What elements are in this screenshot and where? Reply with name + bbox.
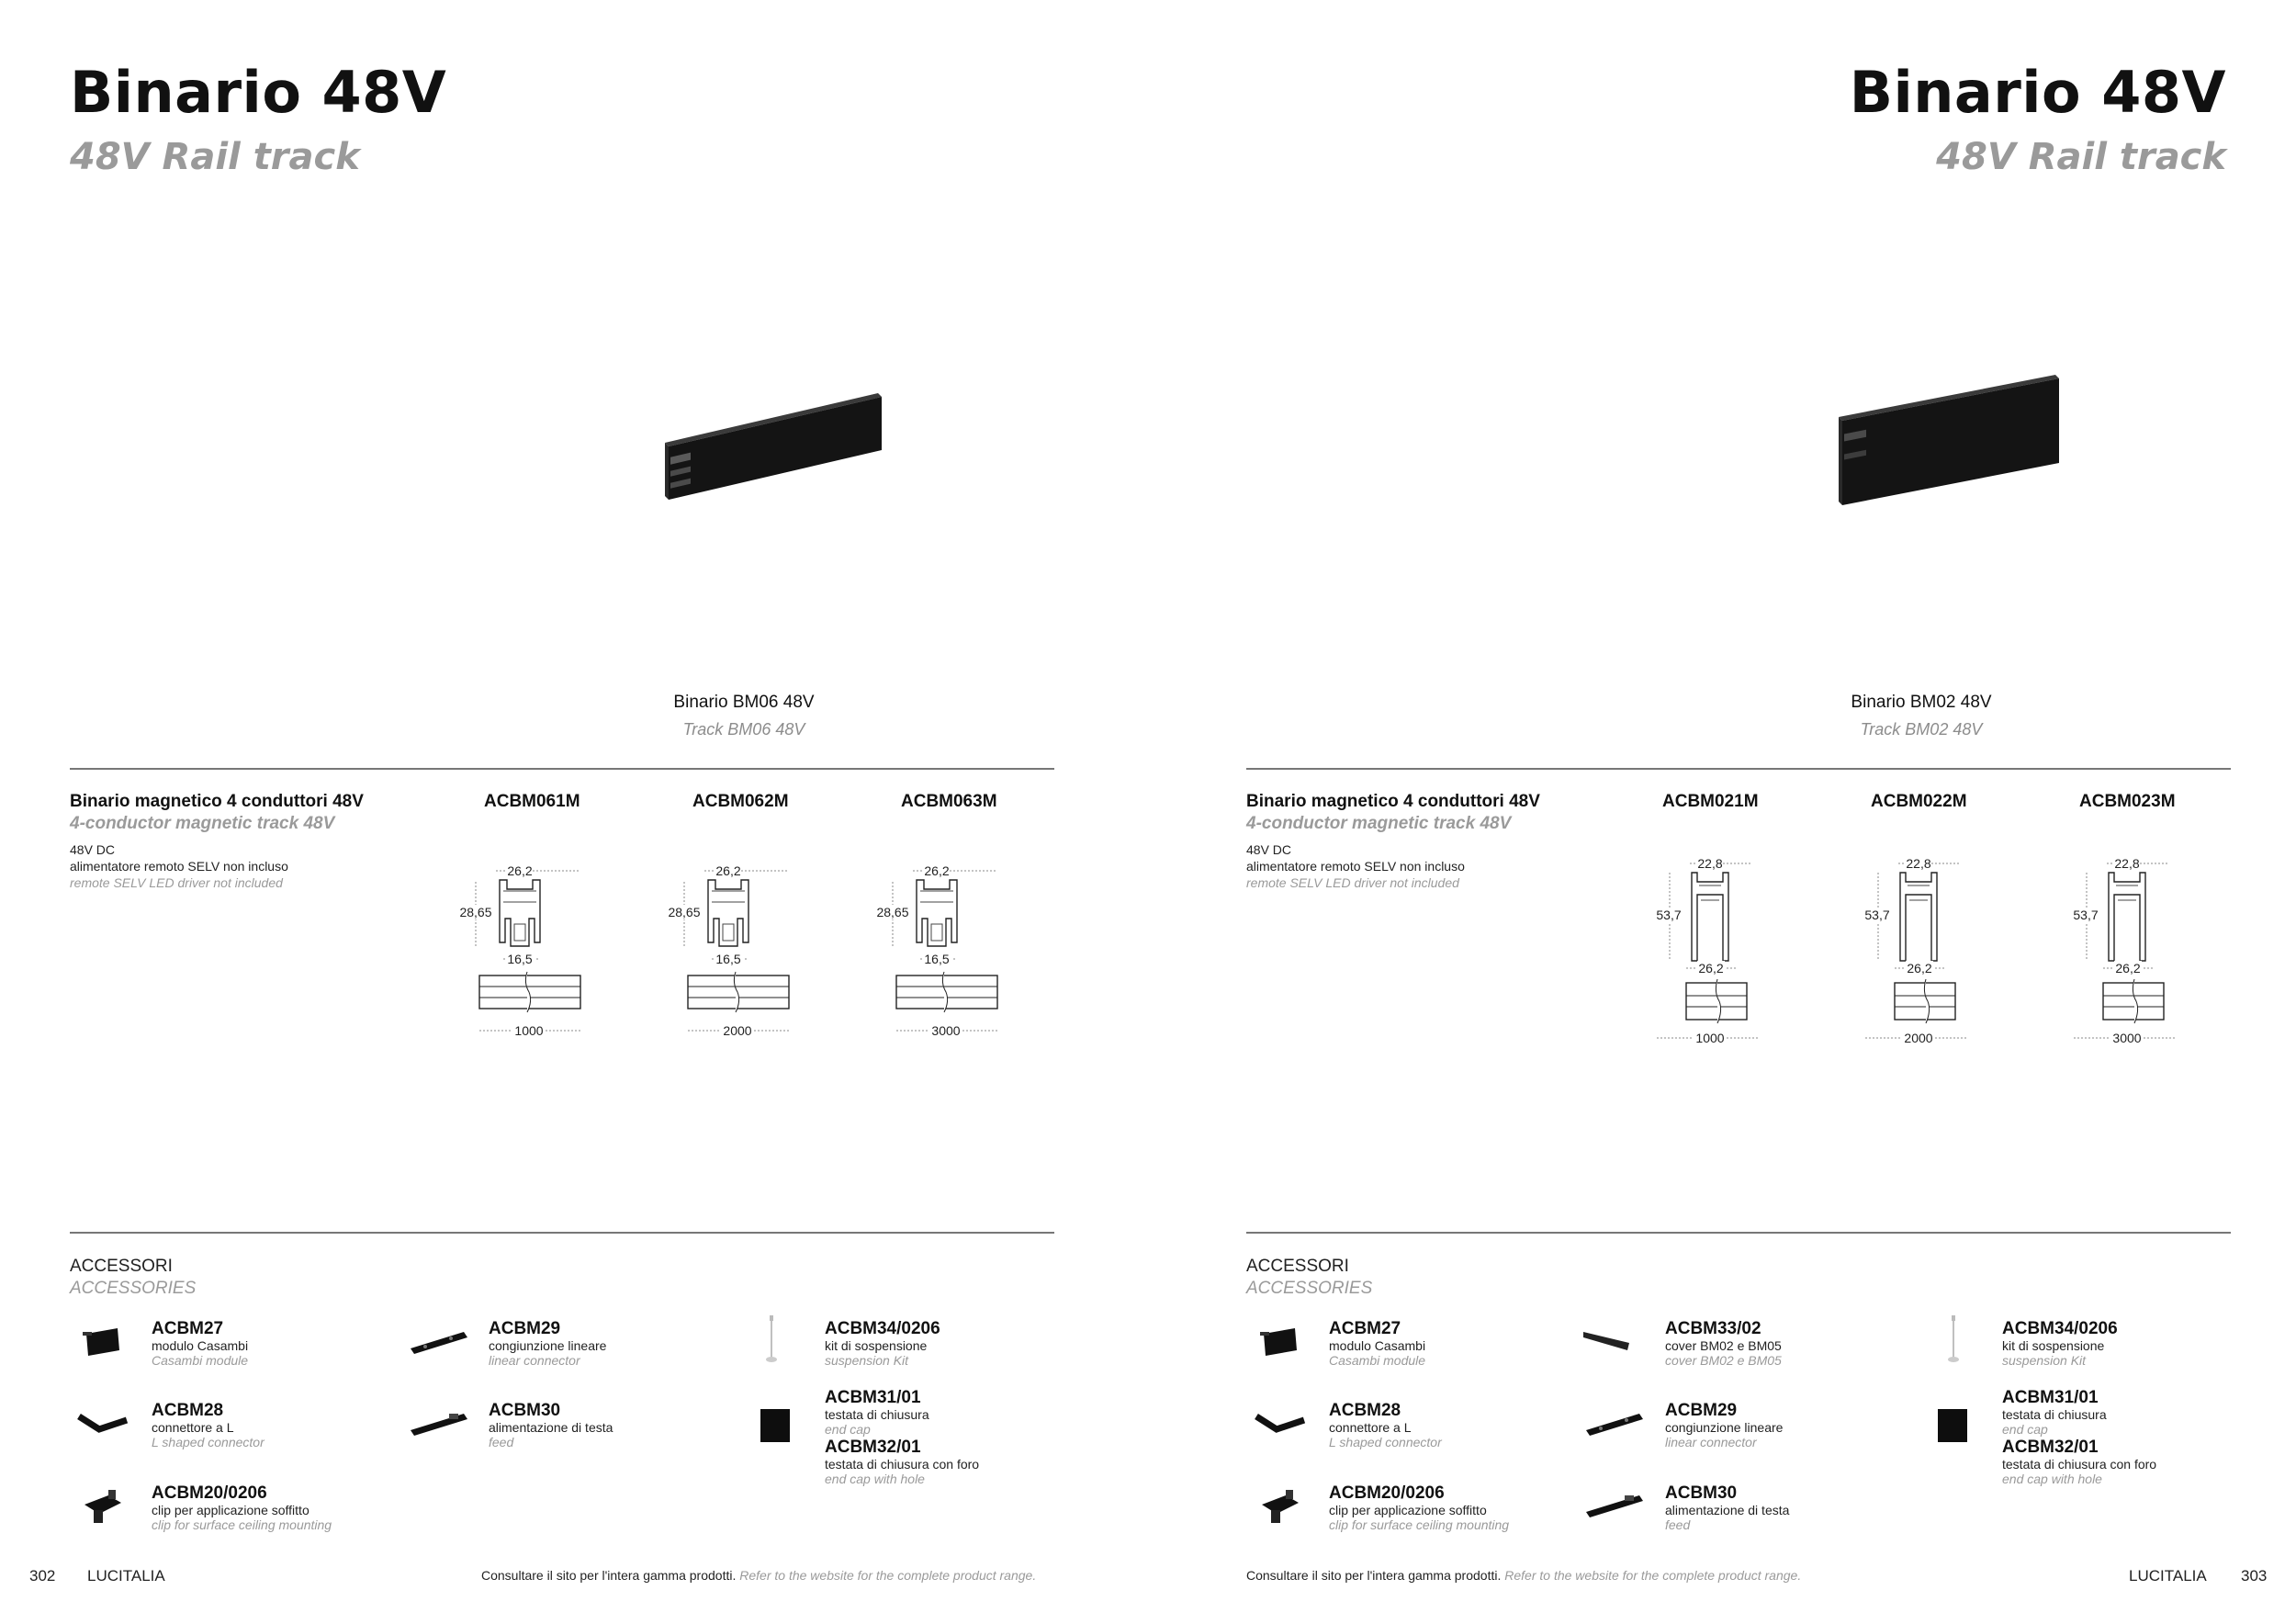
accessory-desc: modulo Casambi [1329, 1338, 1426, 1353]
casambi-module-icon [1258, 1323, 1304, 1359]
accessory-desc-en: feed [1665, 1517, 1691, 1532]
tech-drawing [668, 854, 796, 1052]
dim-base-label: 26,2 [1698, 961, 1724, 976]
linear-connector-icon [409, 1328, 469, 1356]
feed-connector-icon [1584, 1492, 1645, 1519]
accessory-item [489, 1320, 606, 1368]
dim-width-label: 22,8 [1906, 856, 1931, 871]
product-code: ACBM062M [692, 792, 789, 811]
accessory-desc: testata di chiusura con foro [2002, 1457, 2157, 1472]
accessory-item [1329, 1320, 1425, 1368]
accessory-code: ACBM20/0206 [1329, 1483, 1445, 1503]
dim-width-label: 26,2 [507, 863, 533, 878]
product-code: ACBM022M [1871, 792, 1967, 811]
dim-height-label: 53,7 [2073, 908, 2099, 922]
accessory-desc-en: cover BM02 e BM05 [1665, 1353, 1782, 1368]
product-code: ACBM023M [2079, 792, 2176, 811]
page-subtitle: 48V Rail track [70, 136, 360, 178]
accessories-title-en: ACCESSORIES [1246, 1279, 1373, 1298]
accessory-desc-en: clip for surface ceiling mounting [1329, 1517, 1510, 1532]
accessory-desc-en: L shaped connector [1329, 1435, 1442, 1449]
tech-drawing [1862, 849, 1990, 1055]
accessory-desc: clip per applicazione soffitto [152, 1503, 310, 1517]
length-label: 3000 [2112, 1031, 2142, 1045]
l-connector-icon [1253, 1405, 1308, 1442]
accessory-item [1329, 1402, 1442, 1449]
length-label: 3000 [931, 1023, 961, 1038]
spec-driver: alimentatore remoto SELV non incluso [70, 859, 288, 874]
accessory-code: ACBM29 [1665, 1401, 1738, 1420]
footer-note-it: Consultare il sito per l'intera gamma prodotti. [1246, 1568, 1502, 1583]
dim-height-label: 28,65 [459, 905, 492, 919]
accessory-item [1665, 1402, 1783, 1449]
length-label: 2000 [723, 1023, 752, 1038]
dim-width-label: 22,8 [1697, 856, 1723, 871]
accessory-code: ACBM27 [1329, 1319, 1401, 1338]
linear-connector-icon [1584, 1410, 1645, 1438]
accessory-desc-en: end cap [825, 1422, 871, 1437]
accessory-code: ACBM34/0206 [825, 1319, 940, 1338]
accessory-item [825, 1438, 979, 1486]
accessory-code: ACBM27 [152, 1319, 224, 1338]
end-cap-icon [1936, 1407, 1969, 1444]
accessory-desc: alimentazione di testa [489, 1420, 613, 1435]
product-code: ACBM061M [484, 792, 580, 811]
accessory-code: ACBM28 [1329, 1401, 1401, 1420]
accessory-code: ACBM20/0206 [152, 1483, 267, 1503]
accessory-desc: cover BM02 e BM05 [1665, 1338, 1782, 1353]
accessory-desc-en: end cap with hole [825, 1472, 925, 1486]
length-label: 1000 [1695, 1031, 1725, 1045]
page-number: 302 [29, 1567, 56, 1585]
tech-drawing [876, 854, 1005, 1052]
accessory-code: ACBM32/01 [825, 1438, 921, 1457]
accessory-desc-en: Casambi module [1329, 1353, 1426, 1368]
product-caption-en: Track BM06 48V [682, 720, 805, 739]
accessory-desc: connettore a L [152, 1420, 234, 1435]
accessory-item [489, 1402, 613, 1449]
accessory-item [2002, 1320, 2118, 1368]
accessory-code: ACBM29 [489, 1319, 561, 1338]
tech-drawing [459, 854, 588, 1052]
product-caption-en: Track BM02 48V [1860, 720, 1983, 739]
section-title: Binario magnetico 4 conduttori 48V [1246, 792, 1540, 811]
dim-height-label: 28,65 [668, 905, 701, 919]
tech-drawing [1653, 849, 1782, 1055]
accessory-desc: testata di chiusura [825, 1407, 929, 1422]
dim-width-label: 26,2 [715, 863, 741, 878]
page-title: Binario 48V [70, 59, 447, 126]
accessory-desc-en: end cap [2002, 1422, 2048, 1437]
accessory-desc: kit di sospensione [825, 1338, 928, 1353]
accessory-desc-en: Casambi module [152, 1353, 249, 1368]
accessory-item [1329, 1484, 1509, 1532]
length-label: 1000 [514, 1023, 544, 1038]
accessories-title: ACCESSORI [70, 1257, 173, 1276]
accessory-item [1665, 1484, 1789, 1532]
accessory-code: ACBM31/01 [2002, 1388, 2099, 1407]
section-divider [70, 768, 1054, 770]
dim-width-label: 22,8 [2114, 856, 2140, 871]
end-cap-icon [759, 1407, 792, 1444]
suspension-kit-icon [1942, 1314, 1964, 1365]
dim-base-label: 26,2 [1907, 961, 1932, 976]
accessory-item [2002, 1438, 2156, 1486]
ceiling-clip-icon [81, 1486, 127, 1527]
accessory-code: ACBM34/0206 [2002, 1319, 2118, 1338]
dim-inner-label: 16,5 [924, 952, 950, 966]
spec-driver: alimentatore remoto SELV non incluso [1246, 859, 1465, 874]
accessories-title: ACCESSORI [1246, 1257, 1349, 1276]
accessory-code: ACBM32/01 [2002, 1438, 2099, 1457]
page-number: 303 [2241, 1567, 2268, 1585]
track-bm02-image [1837, 371, 2066, 518]
footer-note [481, 1568, 1036, 1583]
accessory-desc: connettore a L [1329, 1420, 1412, 1435]
tech-drawing [2070, 849, 2199, 1055]
product-code: ACBM063M [901, 792, 997, 811]
section-subtitle: 4-conductor magnetic track 48V [1246, 814, 1512, 833]
dim-height-label: 28,65 [876, 905, 909, 919]
product-caption: Binario BM06 48V [673, 693, 815, 712]
footer-note-en: Refer to the website for the complete product range. [739, 1568, 1037, 1583]
accessory-code: ACBM31/01 [825, 1388, 921, 1407]
l-connector-icon [75, 1405, 130, 1442]
feed-connector-icon [409, 1410, 469, 1438]
accessories-title-en: ACCESSORIES [70, 1279, 197, 1298]
accessory-desc-en: suspension Kit [825, 1353, 909, 1368]
accessory-item [825, 1389, 929, 1437]
spec-driver-en: remote SELV LED driver not included [1246, 875, 1459, 890]
product-caption: Binario BM02 48V [1851, 693, 1992, 712]
accessory-desc-en: L shaped connector [152, 1435, 264, 1449]
section-divider [1246, 768, 2231, 770]
accessory-item [1665, 1320, 1782, 1368]
accessory-desc: alimentazione di testa [1665, 1503, 1790, 1517]
casambi-module-icon [81, 1323, 127, 1359]
accessory-item [2002, 1389, 2107, 1437]
accessory-desc: clip per applicazione soffitto [1329, 1503, 1487, 1517]
dim-inner-label: 16,5 [715, 952, 741, 966]
accessory-code: ACBM30 [1665, 1483, 1738, 1503]
track-bm06-image [661, 386, 891, 505]
spec-voltage: 48V DC [70, 842, 116, 857]
dim-height-label: 53,7 [1656, 908, 1682, 922]
dim-inner-label: 16,5 [507, 952, 533, 966]
accessory-code: ACBM30 [489, 1401, 561, 1420]
spec-voltage: 48V DC [1246, 842, 1292, 857]
accessory-desc-en: feed [489, 1435, 514, 1449]
accessory-code: ACBM33/02 [1665, 1319, 1761, 1338]
section-divider [1246, 1232, 2231, 1234]
dim-base-label: 26,2 [2115, 961, 2141, 976]
accessory-desc: congiunzione lineare [489, 1338, 607, 1353]
accessory-desc: testata di chiusura con foro [825, 1457, 980, 1472]
accessory-item [152, 1484, 332, 1532]
accessory-desc-en: linear connector [1665, 1435, 1757, 1449]
accessory-desc: kit di sospensione [2002, 1338, 2105, 1353]
footer-note [1246, 1568, 1801, 1583]
accessory-desc: testata di chiusura [2002, 1407, 2107, 1422]
dim-height-label: 53,7 [1864, 908, 1890, 922]
section-divider [70, 1232, 1054, 1234]
ceiling-clip-icon [1258, 1486, 1304, 1527]
footer-note-en: Refer to the website for the complete product range. [1504, 1568, 1802, 1583]
section-title: Binario magnetico 4 conduttori 48V [70, 792, 364, 811]
accessory-item [825, 1320, 940, 1368]
accessory-desc: congiunzione lineare [1665, 1420, 1784, 1435]
brand-name: LUCITALIA [87, 1567, 165, 1585]
page-title: Binario 48V [1849, 59, 2226, 126]
accessory-desc-en: clip for surface ceiling mounting [152, 1517, 332, 1532]
accessory-item [152, 1402, 264, 1449]
accessory-code: ACBM28 [152, 1401, 224, 1420]
accessory-item [152, 1320, 248, 1368]
spec-driver-en: remote SELV LED driver not included [70, 875, 283, 890]
product-code: ACBM021M [1662, 792, 1759, 811]
cover-icon [1581, 1326, 1633, 1354]
accessory-desc: modulo Casambi [152, 1338, 249, 1353]
accessory-desc-en: suspension Kit [2002, 1353, 2087, 1368]
suspension-kit-icon [760, 1314, 782, 1365]
length-label: 2000 [1904, 1031, 1933, 1045]
dim-width-label: 26,2 [924, 863, 950, 878]
section-subtitle: 4-conductor magnetic track 48V [70, 814, 335, 833]
page-subtitle: 48V Rail track [1936, 136, 2226, 178]
brand-name: LUCITALIA [2129, 1567, 2207, 1585]
accessory-desc-en: linear connector [489, 1353, 580, 1368]
accessory-desc-en: end cap with hole [2002, 1472, 2102, 1486]
footer-note-it: Consultare il sito per l'intera gamma prodotti. [481, 1568, 737, 1583]
